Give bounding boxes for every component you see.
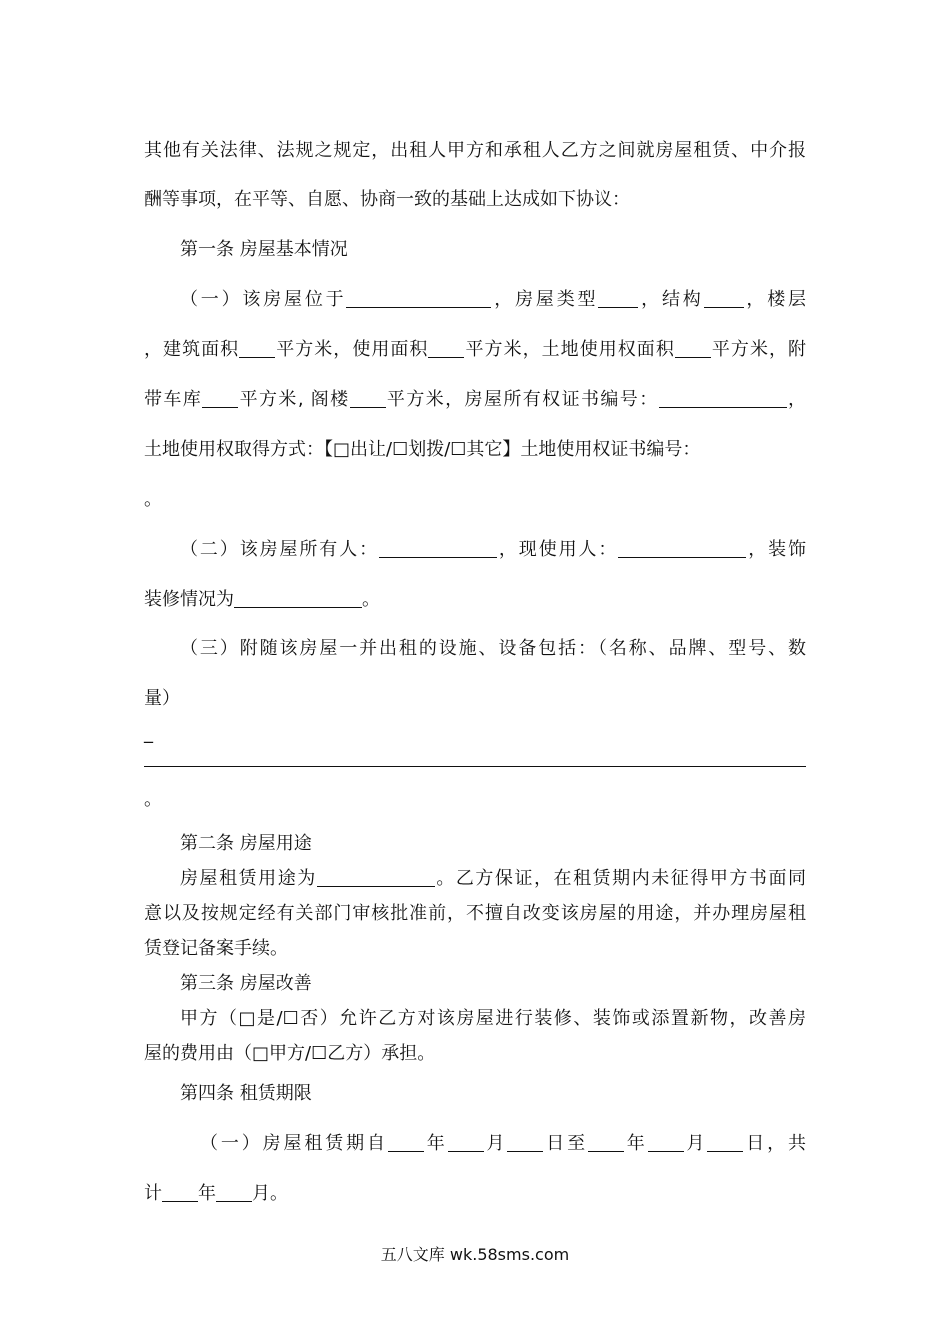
blank-field (346, 289, 491, 308)
body-line: 土地使用权取得方式：【□出让/☐划拨/☐其它】土地使用权证书编号： (144, 439, 701, 460)
body-line: 房屋租赁用途为 。乙方保证，在租赁期内未征得甲方书面同 (180, 868, 807, 889)
blank-field (659, 389, 787, 408)
body-line: 屋的费用由（□甲方/☐乙方）承担。 (144, 1043, 436, 1064)
body-line: 装修情况为 。 (144, 589, 380, 610)
blank-field (448, 1133, 484, 1152)
body-line: 其他有关法律、法规之规定，出租人甲方和承租人乙方之间就房屋租赁、中介报 (144, 140, 806, 161)
body-line: 赁登记备案手续。 (144, 938, 288, 959)
blank-field (618, 539, 746, 558)
body-line: 计 年 月。 (144, 1183, 288, 1204)
body-line: （一）该房屋位于 ，房屋类型 ，结构 ，楼层 (180, 289, 807, 310)
blank-field (239, 339, 275, 358)
fill-in-line (144, 766, 806, 767)
body-line: （三）附随该房屋一并出租的设施、设备包括：（名称、品牌、型号、数 (180, 638, 806, 659)
blank-field (350, 389, 386, 408)
blank-field (707, 1133, 743, 1152)
article-heading: 第二条 房屋用途 (180, 833, 312, 854)
body-line: 酬等事项，在平等、自愿、协商一致的基础上达成如下协议： (144, 189, 630, 210)
body-line: （一）房屋租赁期自 年 月 日至 年 月 日，共 (200, 1133, 807, 1154)
blank-field (234, 589, 362, 608)
article-heading: 第三条 房屋改善 (180, 973, 312, 994)
body-line: 。 (144, 789, 162, 810)
blank-field (379, 539, 497, 558)
blank-field (317, 868, 435, 887)
body-line: 。 (144, 489, 162, 510)
blank-field (216, 1183, 252, 1202)
body-line: 量） (144, 688, 180, 709)
body-line: ，建筑面积 平方米，使用面积 平方米，土地使用权面积 平方米，附 (144, 339, 807, 360)
blank-field (675, 339, 711, 358)
body-line: 意以及按规定经有关部门审核批准前，不擅自改变该房屋的用途，并办理房屋租 (144, 903, 806, 924)
blank-field (202, 389, 238, 408)
article-heading: 第一条 房屋基本情况 (180, 239, 348, 260)
blank-field (162, 1183, 198, 1202)
body-line: 甲方（□是/☐否）允许乙方对该房屋进行装修、装饰或添置新物，改善房 (180, 1008, 806, 1029)
blank-field (598, 289, 638, 308)
blank-field (588, 1133, 624, 1152)
blank-field (648, 1133, 684, 1152)
blank-field (428, 339, 464, 358)
blank-field (507, 1133, 543, 1152)
body-line: _ (144, 723, 153, 744)
blank-field (388, 1133, 424, 1152)
blank-field (704, 289, 744, 308)
body-line: （二）该房屋所有人： ，现使用人： ，装饰 (180, 539, 807, 560)
article-heading: 第四条 租赁期限 (180, 1083, 312, 1104)
page-footer: 五八文库 wk.58sms.com (380, 1245, 570, 1264)
body-line: 带车库 平方米, 阁楼 平方米，房屋所有权证书编号： ， (144, 389, 807, 410)
